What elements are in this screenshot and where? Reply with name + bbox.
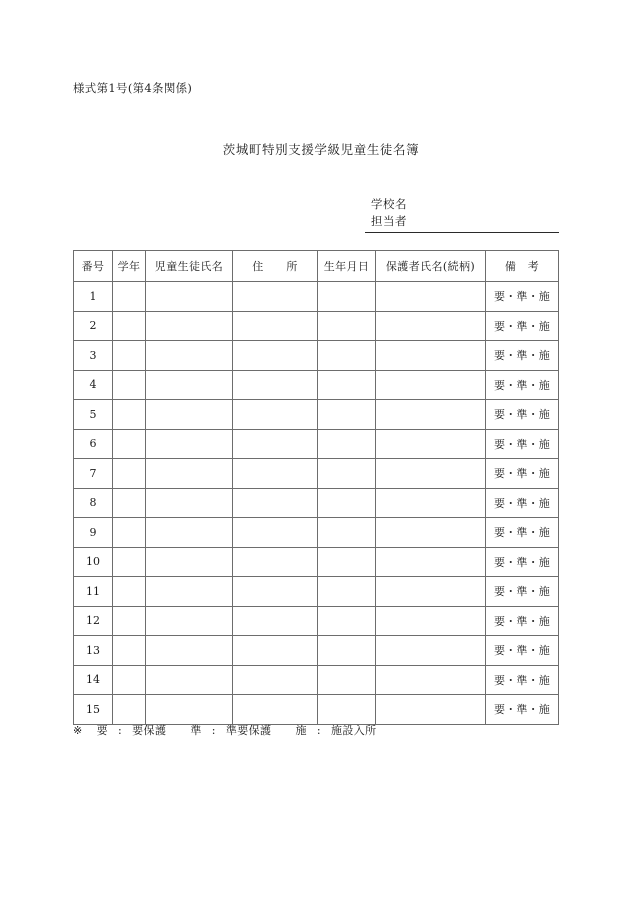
cell-address[interactable] [233, 518, 318, 548]
cell-address[interactable] [233, 400, 318, 430]
cell-name[interactable] [146, 282, 233, 312]
cell-address[interactable] [233, 341, 318, 371]
footnote-key-shi: 施 [295, 724, 307, 737]
cell-remarks[interactable]: 要・準・施 [486, 459, 559, 489]
table-row [74, 341, 559, 371]
cell-grade[interactable] [113, 665, 146, 695]
cell-birth[interactable] [318, 577, 376, 607]
table-row [74, 518, 559, 548]
cell-name[interactable] [146, 577, 233, 607]
cell-birth[interactable] [318, 400, 376, 430]
table-row [74, 400, 559, 430]
cell-address[interactable] [233, 636, 318, 666]
cell-remarks[interactable]: 要・準・施 [486, 400, 559, 430]
cell-name[interactable] [146, 459, 233, 489]
cell-address[interactable] [233, 429, 318, 459]
cell-birth[interactable] [318, 282, 376, 312]
cell-address[interactable] [233, 577, 318, 607]
column-header-name: 児童生徒氏名 [146, 251, 233, 282]
field-school-name: 学校名 [371, 197, 407, 211]
table-row [74, 577, 559, 607]
cell-grade[interactable] [113, 370, 146, 400]
footnote-colon-shi: : [316, 724, 321, 737]
cell-name[interactable] [146, 400, 233, 430]
table-row [74, 488, 559, 518]
cell-address[interactable] [233, 695, 318, 725]
cell-name[interactable] [146, 429, 233, 459]
cell-no: 2 [74, 311, 113, 341]
column-header-guardian: 保護者氏名(続柄) [376, 251, 486, 282]
field-staff-name: 担当者 [365, 213, 559, 233]
cell-remarks[interactable]: 要・準・施 [486, 606, 559, 636]
cell-remarks[interactable]: 要・準・施 [486, 518, 559, 548]
cell-birth[interactable] [318, 341, 376, 371]
cell-no: 10 [74, 547, 113, 577]
cell-address[interactable] [233, 311, 318, 341]
cell-guardian[interactable] [376, 429, 486, 459]
cell-grade[interactable] [113, 636, 146, 666]
cell-address[interactable] [233, 665, 318, 695]
cell-grade[interactable] [113, 459, 146, 489]
cell-birth[interactable] [318, 518, 376, 548]
cell-birth[interactable] [318, 636, 376, 666]
cell-name[interactable] [146, 488, 233, 518]
table-body [74, 282, 559, 725]
cell-address[interactable] [233, 606, 318, 636]
cell-name[interactable] [146, 665, 233, 695]
footnote-key-jun: 準 [190, 724, 202, 737]
table-row [74, 665, 559, 695]
table-row [74, 606, 559, 636]
cell-remarks[interactable]: 要・準・施 [486, 695, 559, 725]
cell-no: 7 [74, 459, 113, 489]
cell-remarks[interactable]: 要・準・施 [486, 488, 559, 518]
cell-name[interactable] [146, 547, 233, 577]
header-fields [365, 196, 559, 233]
cell-no: 1 [74, 282, 113, 312]
cell-no: 13 [74, 636, 113, 666]
cell-guardian[interactable] [376, 606, 486, 636]
table-row [74, 547, 559, 577]
cell-grade[interactable] [113, 606, 146, 636]
footnote-value-jun: 準要保護 [225, 724, 272, 737]
footnote-value-shi: 施設入所 [330, 724, 377, 737]
table-row [74, 636, 559, 666]
cell-name[interactable] [146, 695, 233, 725]
cell-no: 11 [74, 577, 113, 607]
cell-grade[interactable] [113, 547, 146, 577]
table-row [74, 459, 559, 489]
table-row [74, 282, 559, 312]
cell-grade[interactable] [113, 311, 146, 341]
table-header-row [74, 251, 559, 282]
cell-guardian[interactable] [376, 488, 486, 518]
roster-table [73, 250, 559, 725]
cell-guardian[interactable] [376, 282, 486, 312]
cell-guardian[interactable] [376, 695, 486, 725]
cell-address[interactable] [233, 282, 318, 312]
cell-birth[interactable] [318, 606, 376, 636]
cell-birth[interactable] [318, 370, 376, 400]
footnote-value-you: 要保護 [132, 724, 167, 737]
column-header-birth: 生年月日 [318, 251, 376, 282]
cell-remarks[interactable]: 要・準・施 [486, 577, 559, 607]
cell-name[interactable] [146, 636, 233, 666]
cell-grade[interactable] [113, 488, 146, 518]
cell-no: 12 [74, 606, 113, 636]
cell-name[interactable] [146, 518, 233, 548]
cell-birth[interactable] [318, 547, 376, 577]
form-number: 様式第1号(第4条関係) [73, 81, 193, 95]
footnote-mark: ※ [73, 724, 83, 737]
cell-no: 9 [74, 518, 113, 548]
cell-grade[interactable] [113, 400, 146, 430]
cell-address[interactable] [233, 547, 318, 577]
cell-remarks[interactable]: 要・準・施 [486, 665, 559, 695]
cell-remarks[interactable]: 要・準・施 [486, 370, 559, 400]
cell-no: 14 [74, 665, 113, 695]
cell-guardian[interactable] [376, 370, 486, 400]
cell-remarks[interactable]: 要・準・施 [486, 636, 559, 666]
column-header-address: 住 所 [233, 251, 318, 282]
cell-remarks[interactable]: 要・準・施 [486, 429, 559, 459]
cell-guardian[interactable] [376, 636, 486, 666]
cell-birth[interactable] [318, 311, 376, 341]
table-row [74, 370, 559, 400]
cell-no: 3 [74, 341, 113, 371]
cell-address[interactable] [233, 488, 318, 518]
footnote-colon-you: : [118, 724, 123, 737]
cell-name[interactable] [146, 370, 233, 400]
page-title [0, 140, 630, 158]
column-header-grade: 学年 [113, 251, 146, 282]
cell-grade[interactable] [113, 577, 146, 607]
cell-guardian[interactable] [376, 577, 486, 607]
footnote [73, 722, 401, 738]
cell-no: 6 [74, 429, 113, 459]
cell-guardian[interactable] [376, 311, 486, 341]
cell-grade[interactable] [113, 282, 146, 312]
footnote-key-you: 要 [96, 724, 109, 737]
cell-grade[interactable] [113, 518, 146, 548]
cell-remarks[interactable]: 要・準・施 [486, 341, 559, 371]
cell-guardian[interactable] [376, 547, 486, 577]
page-title-text: 茨城町特別支援学級児童生徒名簿 [222, 142, 420, 157]
cell-grade[interactable] [113, 695, 146, 725]
cell-name[interactable] [146, 341, 233, 371]
cell-guardian[interactable] [376, 518, 486, 548]
cell-remarks[interactable]: 要・準・施 [486, 311, 559, 341]
cell-name[interactable] [146, 311, 233, 341]
cell-no: 5 [74, 400, 113, 430]
cell-guardian[interactable] [376, 341, 486, 371]
cell-guardian[interactable] [376, 665, 486, 695]
footnote-colon-jun: : [211, 724, 216, 737]
cell-birth[interactable] [318, 429, 376, 459]
cell-address[interactable] [233, 370, 318, 400]
table-row [74, 429, 559, 459]
cell-remarks[interactable]: 要・準・施 [486, 282, 559, 312]
cell-guardian[interactable] [376, 459, 486, 489]
cell-remarks[interactable]: 要・準・施 [486, 547, 559, 577]
cell-birth[interactable] [318, 488, 376, 518]
column-header-remarks: 備 考 [486, 251, 559, 282]
cell-grade[interactable] [113, 429, 146, 459]
cell-no: 15 [74, 695, 113, 725]
table-row [74, 695, 559, 725]
cell-address[interactable] [233, 459, 318, 489]
table-row [74, 311, 559, 341]
cell-no: 8 [74, 488, 113, 518]
cell-birth[interactable] [318, 695, 376, 725]
cell-guardian[interactable] [376, 400, 486, 430]
column-header-no: 番号 [74, 251, 113, 282]
cell-birth[interactable] [318, 459, 376, 489]
cell-no: 4 [74, 370, 113, 400]
cell-birth[interactable] [318, 665, 376, 695]
cell-grade[interactable] [113, 341, 146, 371]
cell-name[interactable] [146, 606, 233, 636]
